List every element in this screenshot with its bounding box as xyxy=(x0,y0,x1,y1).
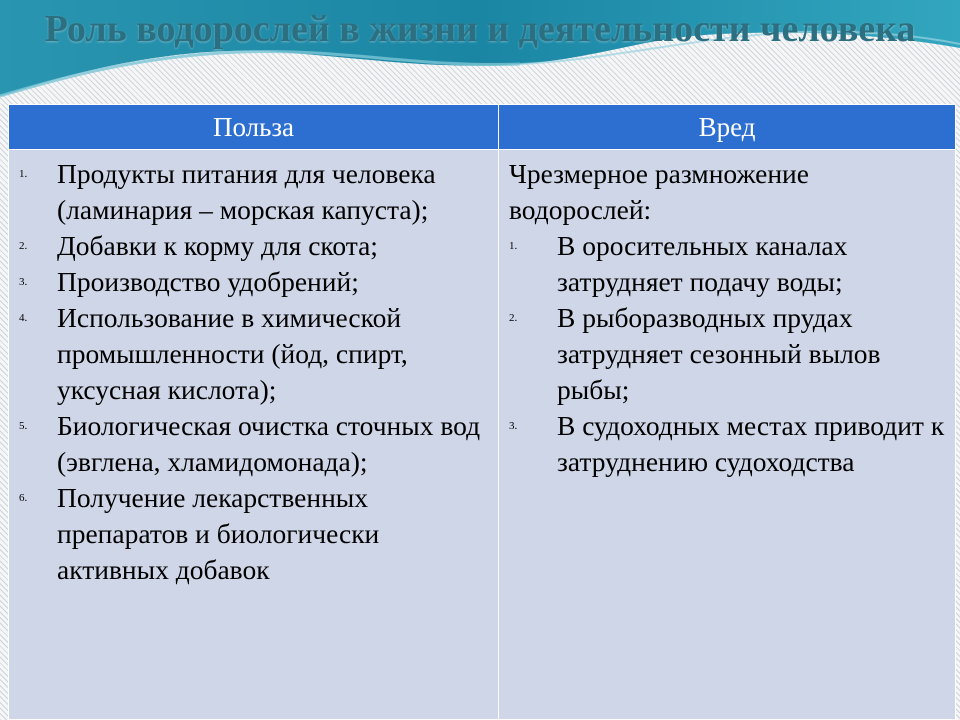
list-item-text: В судоходных местах приводит к затруднению судоходства xyxy=(557,410,945,477)
list-item xyxy=(9,264,492,300)
list-item xyxy=(9,228,492,264)
benefit-list xyxy=(9,150,498,588)
harm-list xyxy=(509,228,949,480)
list-item xyxy=(9,300,492,408)
slide-header-background xyxy=(0,0,960,104)
harm-cell xyxy=(499,150,956,720)
list-item-text: Получение лекарственных препаратов и биологически активных добавок xyxy=(57,482,380,585)
list-item xyxy=(9,156,492,228)
list-item-text: Добавки к корму для скота; xyxy=(57,230,378,261)
list-item-text: Производство удобрений; xyxy=(57,266,359,297)
list-number: 1. xyxy=(19,168,28,180)
benefit-cell xyxy=(9,150,499,720)
list-item-text: Использование в химической промышленности (йод, спирт, уксусная кислота); xyxy=(57,302,408,405)
slide-title: Роль водорослей в жизни и деятельности человека xyxy=(44,8,916,50)
harm-intro-text: Чрезмерное размножение водорослей: xyxy=(509,158,809,225)
list-item xyxy=(9,408,492,480)
list-number: 5. xyxy=(19,420,28,432)
table-header-row xyxy=(9,105,956,150)
benefit-harm-table xyxy=(8,104,956,720)
list-number: 2. xyxy=(509,312,518,324)
list-item xyxy=(9,480,492,588)
list-item xyxy=(509,408,949,480)
list-number: 4. xyxy=(19,312,28,324)
left-edge-pattern xyxy=(0,104,8,720)
list-number: 6. xyxy=(19,492,28,504)
list-number: 3. xyxy=(19,276,28,288)
list-number: 3. xyxy=(509,420,518,432)
list-number: 1. xyxy=(509,240,518,252)
list-number: 2. xyxy=(19,240,28,252)
benefit-column-header: Польза xyxy=(9,105,499,150)
list-item-text: Продукты питания для человека (ламинария – морская капуста); xyxy=(57,158,436,225)
list-item-text: В рыборазводных прудах затрудняет сезонный вылов рыбы; xyxy=(557,302,881,405)
list-item xyxy=(509,228,949,300)
list-item xyxy=(509,300,949,408)
list-item-text: В оросительных каналах затрудняет подачу воды; xyxy=(557,230,848,297)
list-item-text: Биологическая очистка сточных вод (эвглена, хламидомонада); xyxy=(57,410,481,477)
harm-column-header: Вред xyxy=(499,105,956,150)
harm-content xyxy=(499,150,955,480)
table-body-row xyxy=(9,150,956,720)
